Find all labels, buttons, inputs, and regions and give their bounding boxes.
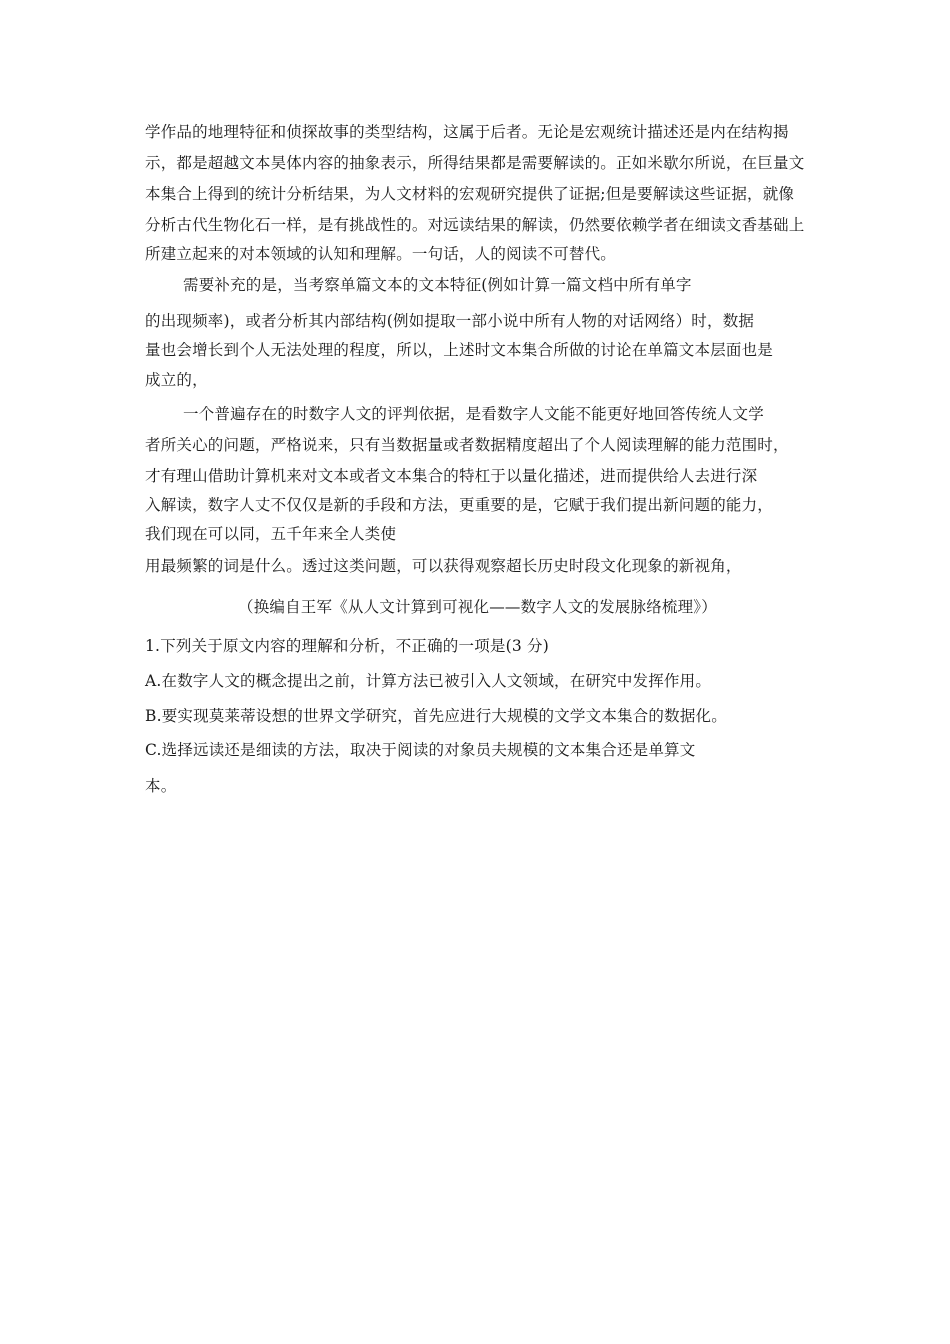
option-b: B.要实现莫莱蒂设想的世界文学研究，首先应进行大规模的文学文本集合的数据化。 [145,707,727,725]
p3-line-4: 入解读，数字人丈不仅仅是新的手段和方法，更重要的是，它赋于我们提出新问题的能力， [145,496,774,514]
p3-line-6: 用最频繁的词是什么。透过这类问题，可以获得观察超长历史时段文化现象的新视角， [145,557,742,575]
p3-line-3: 才有理山借助计算机来对文本或者文本集合的特杠于以量化描述，进而提供给人去进行深 [145,467,758,485]
source-attribution: （换编自王军《从人文计算到可视化——数字人文的发展脉络梳理》） [238,598,717,616]
option-c-continuation: 本。 [145,777,177,795]
option-c: C.选择远读还是细读的方法，取决于阅读的对象员夫规模的文本集合还是单算文 [145,741,696,759]
p3-line-2: 者所关心的问题，严格说来，只有当数据量或者数据精度超出了个人阅读理解的能力范围时， [145,436,789,454]
option-a: A.在数字人文的概念提出之前，计算方法已被引入人文领域，在研究中发挥作用。 [145,672,712,690]
p2-line-4: 成立的， [145,371,208,389]
p2-line-3: 量也会增长到个人无法处理的程度，所以，上述时文本集合所做的讨论在单篇文本层面也是 [145,341,774,359]
p1-line-4: 分析古代生物化石一样，是有挑战性的。对远读结果的解读，仍然要依赖学者在细读文香基础上 [145,216,805,234]
p2-line-2: 的出现频率)，或者分析其内部结构(例如提取一部小说中所有人物的对话网络）时，数据 [145,312,755,330]
p1-line-3: 本集合上得到的统计分析结果，为人文材料的宏观研究提供了证据;但是要解读这些证据，就像 [145,185,795,203]
p1-line-2: 示，都是超越文本昊体内容的抽象表示，所得结果都是需要解读的。正如米歇尔所说，在巨量文 [145,154,805,172]
question-stem: 1.下列关于原文内容的理解和分析，不正确的一项是(3 分) [145,637,549,655]
p3-line-1: 一个普遍存在的时数字人文的评判依据，是看数字人文能不能更好地回答传统人文学 [183,405,764,423]
p1-line-5: 所建立起来的对本领域的认知和理解。一句话，人的阅读不可替代。 [145,245,617,263]
p3-line-5: 我们现在可以同，五千年来全人类使 [145,525,397,543]
p2-line-1: 需要补充的是，当考察单篇文本的文本特征(例如计算一篇文档中所有单字 [183,276,692,294]
p1-line-1: 学作品的地理特征和侦探故事的类型结构，这属于后者。无论是宏观统计描述还是内在结构揭 [145,123,789,141]
